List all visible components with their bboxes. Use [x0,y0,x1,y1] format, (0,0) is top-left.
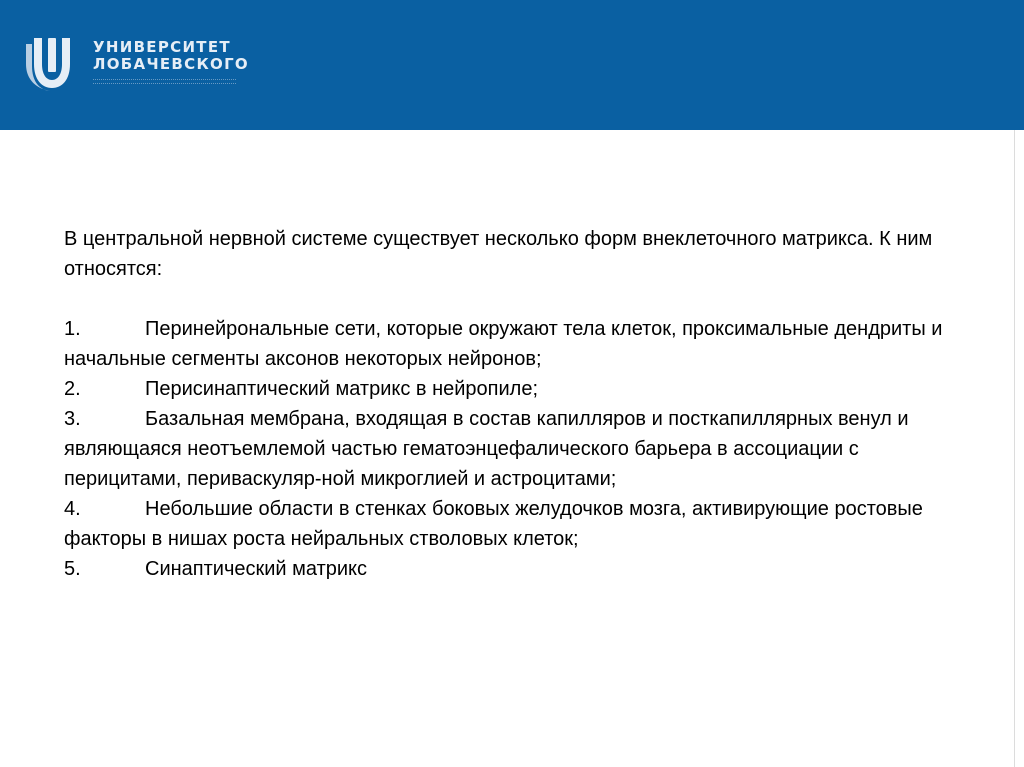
header-band [0,0,1024,130]
list-item [64,374,964,404]
university-u-mark-icon [26,34,78,92]
intro-paragraph: В центральной нервной системе существует несколько форм внеклеточного матрикса. К ним относятся: [64,228,933,280]
list-item-number: 2. [64,378,81,400]
logo-line-2: ЛОБАЧЕВСКОГО [93,55,249,73]
slide-body [64,224,964,584]
list-item [64,554,964,584]
list-item [64,404,964,494]
list-item-text: Базальная мембрана, входящая в состав капилляров и посткапиллярных венул и являющаяся неотъемлемой частью гематоэнцефалического барьера в ассоциации с перицитами, периваскуляр-ной микроглией и астроцитами; [64,408,909,490]
list-item-text: Небольшие области в стенках боковых желудочков мозга, активирующие ростовые факторы в нишах роста нейральных стволовых клеток; [64,498,923,550]
list-item-number: 5. [64,558,81,580]
list-item-number: 1. [64,318,81,340]
side-divider [1014,130,1015,767]
list-item-number: 4. [64,498,81,520]
logo-line-1: УНИВЕРСИТЕТ [93,38,231,56]
logo-tagline [93,79,236,84]
list-item [64,314,964,374]
list-item-text: Перинейрональные сети, которые окружают тела клеток, проксимальные дендриты и начальные сегменты аксонов некоторых нейронов; [64,318,943,370]
list-item [64,494,964,554]
list-item-number: 3. [64,408,81,430]
list-item-text: Перисинаптический матрикс в нейропиле; [145,378,539,400]
list-item-text: Синаптический матрикс [145,558,368,580]
university-logo [26,34,249,94]
